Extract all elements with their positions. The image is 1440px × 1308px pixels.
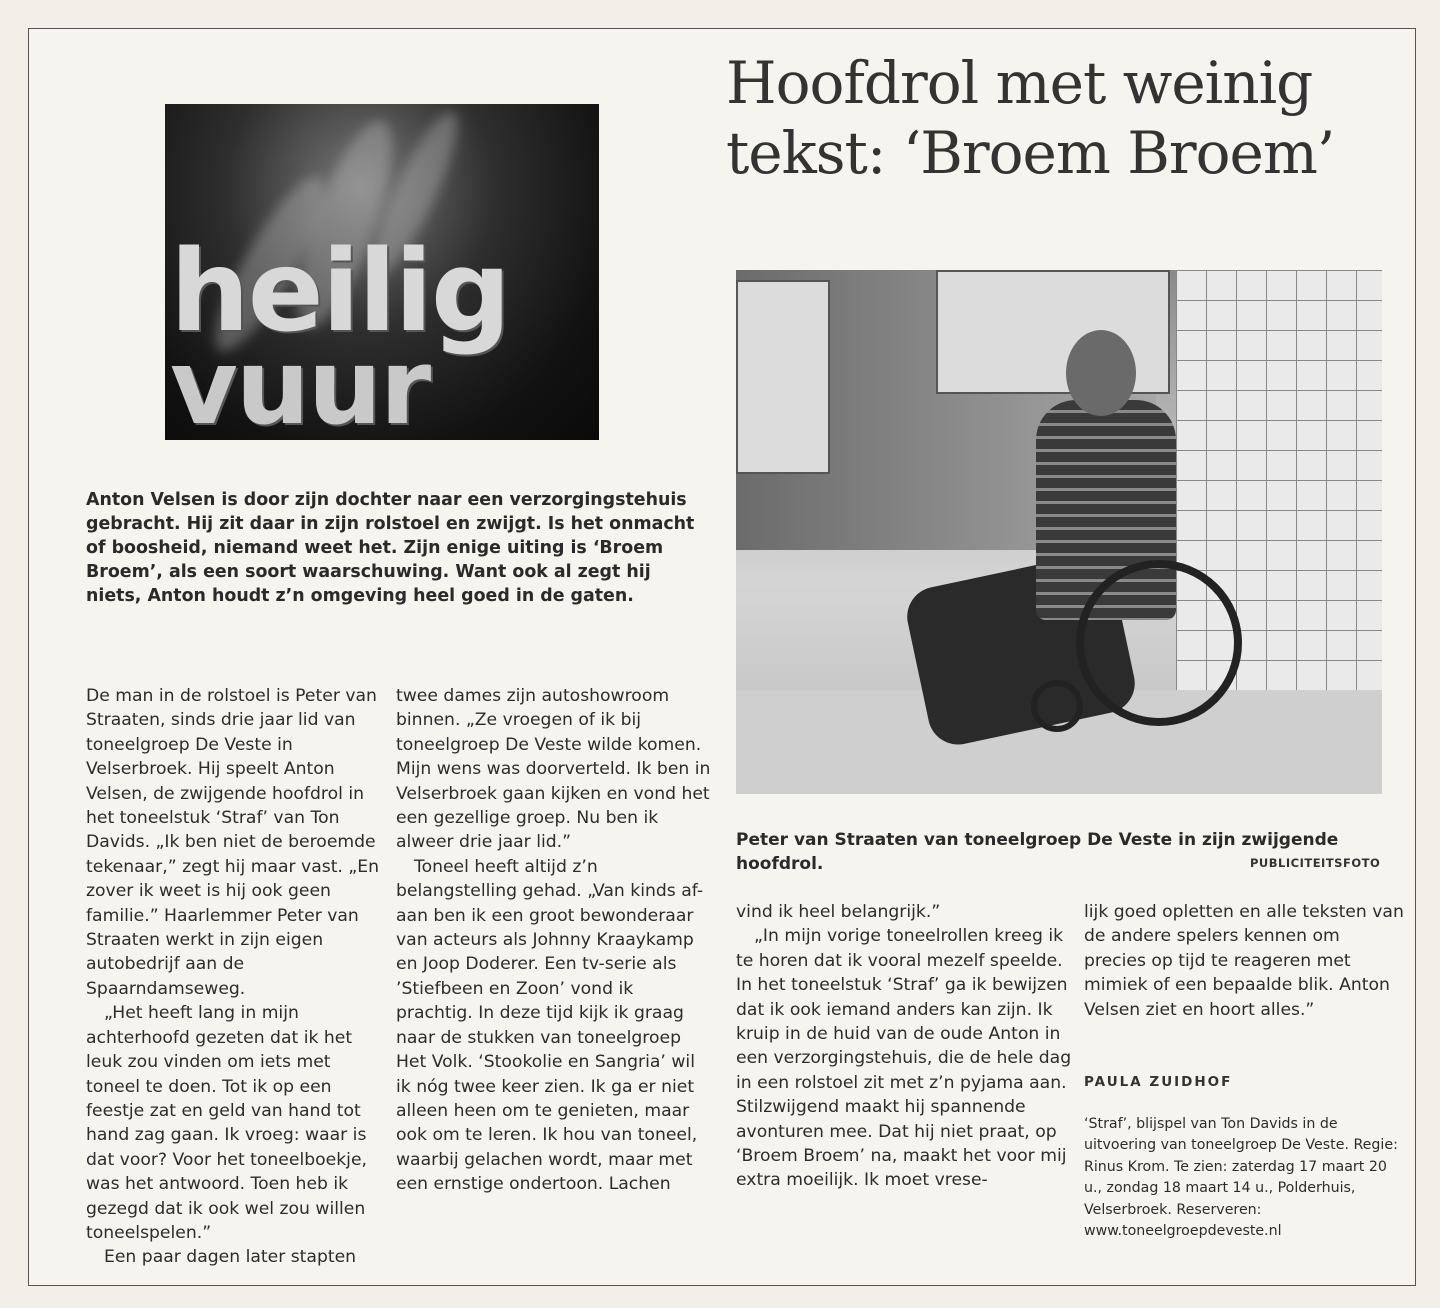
paragraph: vind ik heel belangrijk.”: [736, 902, 941, 922]
photo-person-head: [1066, 330, 1136, 416]
paragraph: „In mijn vorige toneelrollen kreeg ik te horen dat ik vooral mezelf speelde. In het toneelstuk ‘Straf’ ga ik bewijzen dat ik ook iemand anders kan zijn. Ik kruip in de huid van de oude Anton in een verzorgingstehuis, die de hele dag in een rolstoel zit met z’n pyjama aan. Stilzwijgend maakt hij spannende avonturen mee. Dat hij niet praat, op ‘Broem Broem’ na, maakt het voor mij extra moeilijk. Ik moet vrese-: [736, 926, 1072, 1191]
paragraph: „Het heeft lang in mijn achterhoofd gezeten dat ik het leuk zou vinden om iets met toneel te doen. Tot ik op een feestje zat en geld van hand tot hand zag gaan. Ik vroeg: waar is dat voor? Voor het toneelboekje, was het antwoord. Toen heb ik gezegd dat ik ook wel zou willen toneelspelen.”: [86, 1003, 367, 1243]
photo-wall-panel: [736, 280, 830, 474]
article-column-3: [736, 900, 1076, 1193]
performance-info: ‘Straf’, blijspel van Ton Davids in de uitvoering van toneelgroep De Veste. Regie: Rinus Krom. Te zien: zaterdag 17 maart 20 u., zondag 18 maart 14 u., Polderhuis, Velserbroek. Reserveren: www.toneelgroepdeveste.nl: [1084, 1116, 1398, 1240]
paragraph: lijk goed opletten en alle teksten van de andere spelers kennen om precies op tijd te reageren met mimiek of een bepaalde blik. Anton Velsen ziet en hoort alles.”: [1084, 902, 1404, 1020]
photo-wheelchair-caster: [1031, 680, 1083, 732]
article-column-4: [1084, 900, 1404, 1022]
article-column-2: [396, 684, 714, 1197]
photo-wheelchair-wheel: [1076, 560, 1242, 726]
paragraph: twee dames zijn autoshowroom binnen. „Ze vroegen of ik bij toneelgroep De Veste wilde komen. Mijn wens was doorverteld. Ik ben in Velserbroek gaan kijken en vond het een gezellige groep. Nu ben ik alweer drie jaar lid.”: [396, 686, 711, 853]
logo-word-vuur: vuur: [170, 326, 430, 448]
photo-credit: PUBLICITEITSFOTO: [1250, 856, 1381, 870]
intro-lead: Anton Velsen is door zijn dochter naar een verzorgingstehuis gebracht. Hij zit daar in zijn rolstoel en zwijgt. Is het onmacht of boosheid, niemand weet het. Zijn enige uiting is ‘Broem Broem’, als een soort waarschuwing. Want ook al zegt hij niets, Anton houdt z’n omgeving heel goed in de gaten.: [86, 490, 695, 606]
author-byline: PAULA ZUIDHOF: [1084, 1074, 1233, 1090]
photo-man-in-wheelchair: [736, 270, 1382, 794]
headline: Hoofdrol met weinig tekst: ‘Broem Broem’: [726, 49, 1335, 187]
paragraph: De man in de rolstoel is Peter van Straaten, sinds drie jaar lid van toneelgroep De Veste in Velserbroek. Hij speelt Anton Velsen, de zwijgende hoofdrol in het toneelstuk ‘Straf’ van Ton Davids. „Ik ben niet de beroemde tekenaar,” zegt hij maar vast. „En zover ik weet is hij ook geen familie.” Haarlemmer Peter van Straaten werkt in zijn eigen autobedrijf aan de Spaarndamseweg.: [86, 686, 380, 999]
article-column-1: [86, 684, 386, 1270]
photo-caption: Peter van Straaten van toneelgroep De Veste in zijn zwijgende hoofdrol.: [736, 830, 1339, 874]
paragraph: Toneel heeft altijd z’n belangstelling gehad. „Van kinds af-aan ben ik een groot bewonderaar van acteurs als Johnny Kraaykamp en Joop Doderer. Een tv-serie als ’Stiefbeen en Zoon’ vond ik prachtig. In deze tijd kijk ik graag naar de stukken van toneelgroep Het Volk. ‘Stookolie en Sangria’ wil ik nóg twee keer zien. Ik ga er niet alleen heen om te genieten, maar ook om te leren. Ik hou van toneel, waarbij gelachen wordt, maar met een ernstige ondertoon. Lachen: [396, 856, 704, 1195]
paragraph: Een paar dagen later stapten: [104, 1247, 357, 1268]
logo-word-heilig: heilig: [170, 227, 510, 357]
